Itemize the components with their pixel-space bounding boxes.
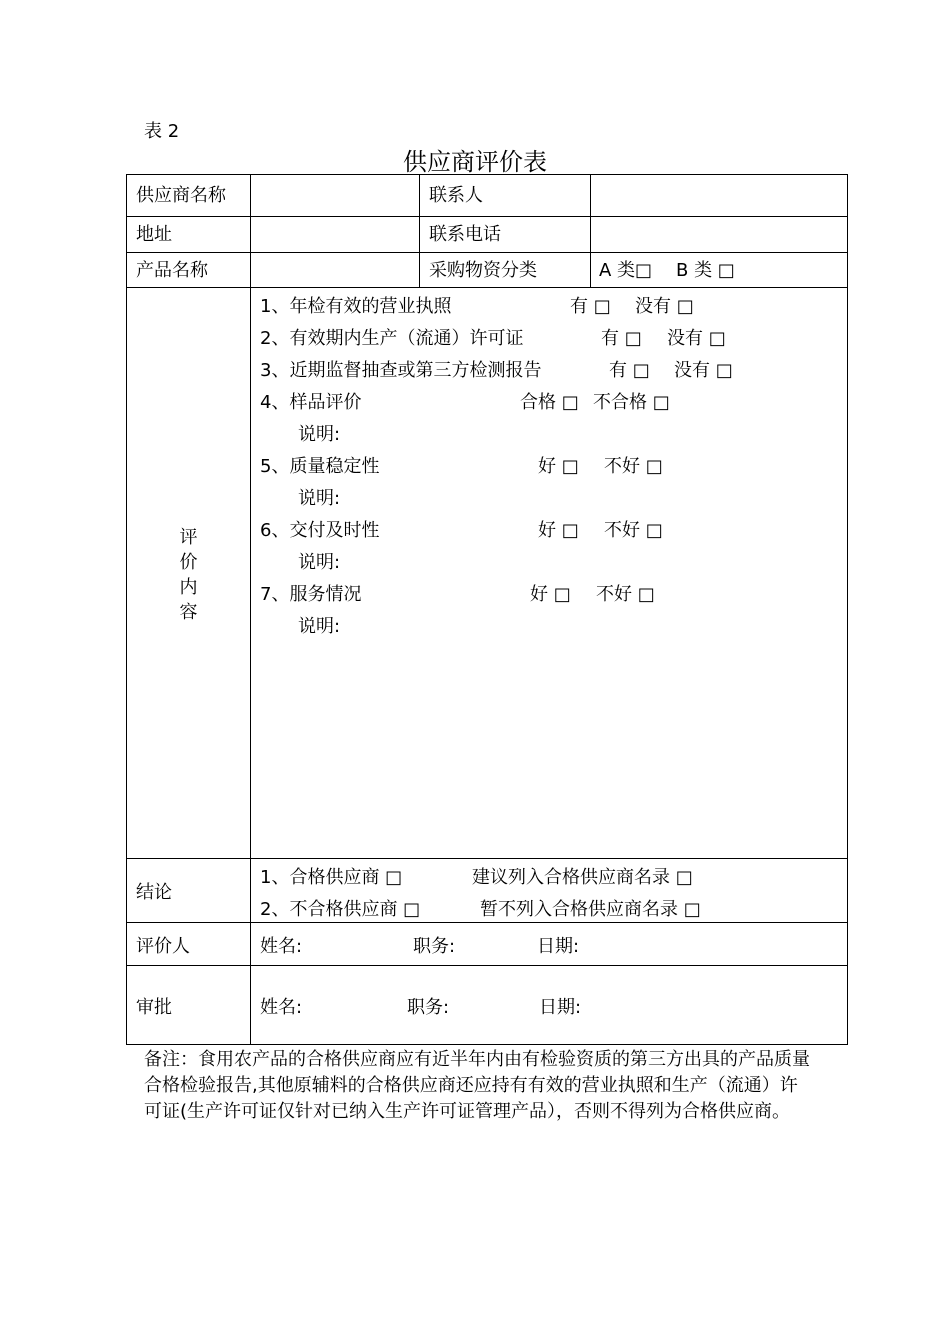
eval-item-permit-no[interactable]: 没有 □	[667, 328, 726, 349]
eval-item-license-yes[interactable]: 有 □	[570, 296, 611, 317]
eval-item-permit: 2、有效期内生产（流通）许可证	[260, 328, 524, 349]
approver-position-field[interactable]: 职务:	[407, 997, 450, 1018]
recommend-list-option[interactable]: 建议列入合格供应商名录 □	[472, 867, 693, 888]
eval-item-inspection-report: 3、近期监督抽查或第三方检测报告	[260, 360, 542, 381]
eval-item-sample-note: 说明:	[298, 424, 341, 445]
product-name-label: 产品名称	[136, 260, 208, 281]
evaluator-name-field[interactable]: 姓名:	[260, 936, 303, 957]
eval-item-delivery-bad[interactable]: 不好 □	[604, 520, 663, 541]
eval-item-service: 7、服务情况	[260, 584, 362, 605]
page-label: 表 2	[144, 121, 180, 142]
eval-item-inspection-yes[interactable]: 有 □	[609, 360, 650, 381]
category-a-option[interactable]: A 类□	[599, 260, 653, 281]
eval-item-quality-note: 说明:	[298, 488, 341, 509]
approval-label: 审批	[136, 997, 172, 1018]
evaluation-section-label: 评 价 内 容	[179, 527, 198, 623]
contact-person-label: 联系人	[429, 185, 483, 206]
conclusion-label: 结论	[136, 882, 172, 903]
not-list-option[interactable]: 暂不列入合格供应商名录 □	[480, 899, 701, 920]
form-title: 供应商评价表	[403, 148, 547, 176]
category-label: 采购物资分类	[429, 260, 537, 281]
eval-item-delivery-good[interactable]: 好 □	[538, 520, 579, 541]
eval-item-license: 1、年检有效的营业执照	[260, 296, 452, 317]
evaluator-position-field[interactable]: 职务:	[413, 936, 456, 957]
phone-label: 联系电话	[429, 224, 501, 245]
eval-item-sample-pass[interactable]: 合格 □	[520, 392, 579, 413]
unqualified-supplier-option[interactable]: 2、不合格供应商 □	[260, 899, 421, 920]
eval-item-permit-yes[interactable]: 有 □	[601, 328, 642, 349]
eval-item-service-note: 说明:	[298, 616, 341, 637]
qualified-supplier-option[interactable]: 1、合格供应商 □	[260, 867, 403, 888]
eval-item-delivery-note: 说明:	[298, 552, 341, 573]
approver-name-field[interactable]: 姓名:	[260, 997, 303, 1018]
eval-item-service-bad[interactable]: 不好 □	[596, 584, 655, 605]
evaluator-label: 评价人	[136, 936, 190, 957]
remark-note: 备注：食用农产品的合格供应商应有近半年内由有检验资质的第三方出具的产品质量合格检验报告,其他原辅料的合格供应商还应持有有效的营业执照和生产（流通）许可证(生产许可证仅针对已纳入生产许可证管理产品），否则不得列为合格供应商。	[144, 1049, 810, 1122]
eval-item-sample-fail[interactable]: 不合格 □	[593, 392, 670, 413]
eval-item-quality: 5、质量稳定性	[260, 456, 380, 477]
eval-item-license-no[interactable]: 没有 □	[635, 296, 694, 317]
supplier-name-label: 供应商名称	[136, 185, 226, 206]
address-label: 地址	[136, 224, 172, 245]
eval-item-quality-bad[interactable]: 不好 □	[604, 456, 663, 477]
eval-item-delivery: 6、交付及时性	[260, 520, 380, 541]
category-b-option[interactable]: B 类 □	[676, 260, 735, 281]
eval-item-inspection-no[interactable]: 没有 □	[674, 360, 733, 381]
eval-item-quality-good[interactable]: 好 □	[538, 456, 579, 477]
eval-item-sample: 4、样品评价	[260, 392, 362, 413]
evaluator-date-field[interactable]: 日期:	[537, 936, 580, 957]
supplier-evaluation-table	[126, 174, 848, 1045]
eval-item-service-good[interactable]: 好 □	[530, 584, 571, 605]
approver-date-field[interactable]: 日期:	[539, 997, 582, 1018]
